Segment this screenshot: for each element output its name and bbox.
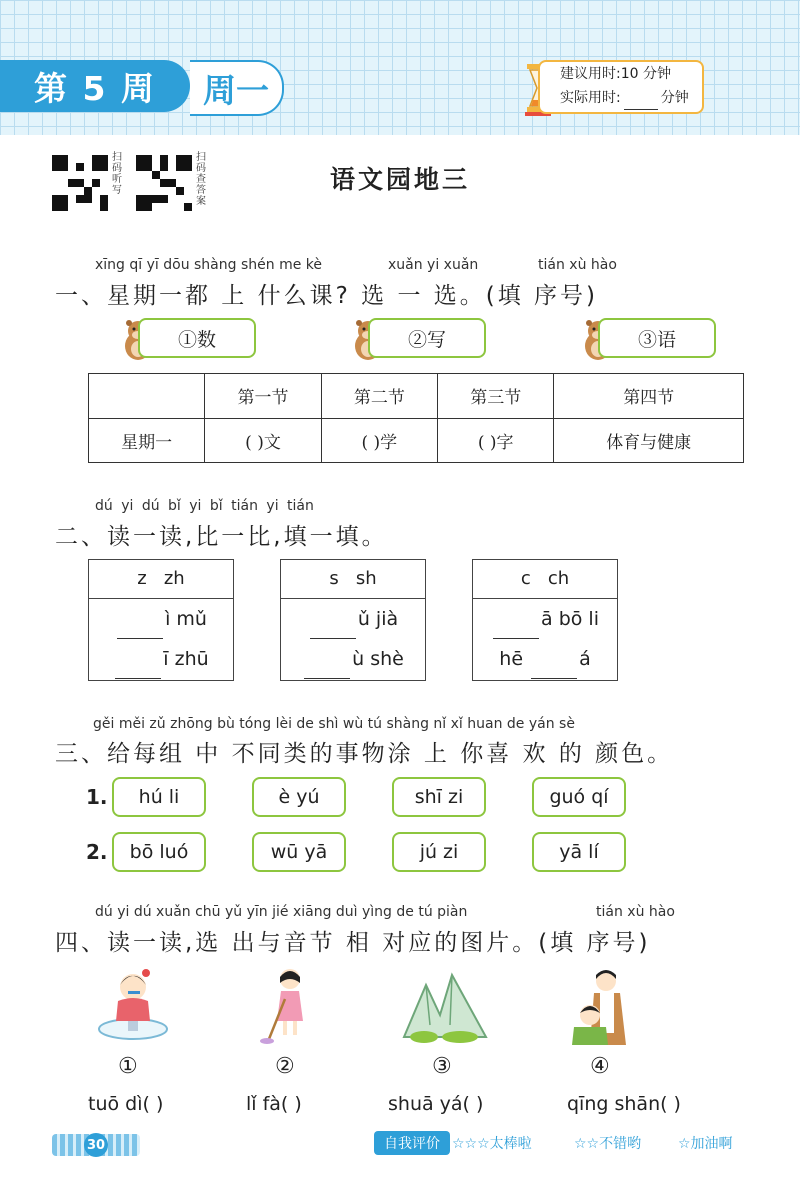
syllable-text: ī zhū (163, 648, 209, 670)
table-cell: 第四节 (554, 374, 744, 419)
answer-syllable[interactable]: shuā yá( ) (388, 1093, 484, 1115)
word-box[interactable]: guó qí (532, 777, 626, 817)
fill-line (281, 599, 425, 639)
day-tag: 周一 (190, 60, 284, 116)
section2-heading: 二、读一读,比一比,填一填。 (55, 524, 388, 550)
rating-option[interactable]: ☆加油啊 (678, 1136, 733, 1152)
table-cell: 第三节 (438, 374, 554, 419)
fill-blank[interactable] (531, 654, 577, 679)
green-mountains-picture (400, 965, 490, 1045)
actual-time-unit: 分钟 (660, 90, 689, 106)
pinyin-line: tián xù hào (538, 257, 617, 273)
fill-blank[interactable] (115, 654, 161, 679)
section4-heading: 四、读一读,选 出与音节 相 对应的图片。(填 序号) (55, 930, 651, 956)
word-box[interactable]: jú zi (392, 832, 486, 872)
rating-option[interactable]: ☆☆不错哟 (574, 1136, 642, 1152)
fill-blank[interactable] (117, 614, 163, 639)
fill-blank[interactable] (493, 614, 539, 639)
actual-time-row (560, 86, 702, 110)
fill-line (281, 639, 425, 679)
syllable-text: ù shè (352, 648, 404, 670)
pinyin-line: dú yi dú xuǎn chū yǔ yīn jié xiāng duì yìng de tú piàn (95, 904, 468, 920)
brushing-teeth-picture (88, 965, 178, 1045)
row-number: 1. (86, 785, 108, 809)
schedule-table (88, 373, 744, 463)
table-header-row (89, 374, 744, 419)
syllable-text: ā bō li (541, 608, 599, 630)
answer-syllable[interactable]: qīng shān( ) (567, 1093, 681, 1115)
word-box[interactable]: è yú (252, 777, 346, 817)
word-box[interactable]: shī zi (392, 777, 486, 817)
fill-line (89, 599, 233, 639)
week-banner: 第 5 周 (0, 60, 190, 112)
self-eval-label: 自我评价 (374, 1131, 450, 1155)
answer-cell[interactable]: ( )学 (321, 418, 437, 463)
answer-syllable[interactable]: lǐ fà( ) (246, 1093, 302, 1115)
table-cell: 第二节 (321, 374, 437, 419)
page-number: 30 (84, 1133, 108, 1157)
pinyin-line: tián xù hào (596, 904, 675, 920)
haircut-picture (560, 965, 650, 1045)
fill-blank[interactable] (310, 614, 356, 639)
fill-line (473, 639, 617, 679)
fill-blank[interactable] (304, 654, 350, 679)
pinyin-compare-box (280, 559, 426, 681)
syllable-text: hē (499, 648, 524, 670)
actual-time-label: 实际用时: (560, 90, 621, 106)
answer-syllable[interactable]: tuō dì( ) (88, 1093, 164, 1115)
table-cell: 第一节 (205, 374, 321, 419)
syllable-text: ì mǔ (165, 608, 207, 630)
table-row (89, 418, 744, 463)
fill-line (89, 639, 233, 679)
row-number: 2. (86, 840, 108, 864)
picture-number: ③ (432, 1054, 452, 1079)
fill-line (473, 599, 617, 639)
qr-listen-label: 扫码听写 (112, 152, 122, 196)
page-number-bar (52, 1134, 140, 1156)
picture-number: ④ (590, 1054, 610, 1079)
box-header: z zh (89, 560, 233, 599)
answer-cell[interactable]: ( )文 (205, 418, 321, 463)
pinyin-line: gěi měi zǔ zhōng bù tóng lèi de shì wù tú shàng nǐ xǐ huan de yán sè (93, 716, 575, 732)
qr-answer-label: 扫码查答案 (196, 152, 206, 207)
time-record-box (538, 60, 704, 114)
table-cell: 体育与健康 (554, 418, 744, 463)
pinyin-line: xīng qī yī dōu shàng shén me kè (95, 257, 322, 273)
option-box: ①数 (138, 318, 256, 358)
picture-number: ② (275, 1054, 295, 1079)
answer-cell[interactable]: ( )字 (438, 418, 554, 463)
box-header: s sh (281, 560, 425, 599)
rating-option[interactable]: ☆☆☆太棒啦 (452, 1136, 532, 1152)
pinyin-line: dú yi dú bǐ yi bǐ tián yi tián (95, 498, 314, 514)
syllable-text: á (579, 648, 591, 670)
box-header: c ch (473, 560, 617, 599)
pinyin-compare-box (88, 559, 234, 681)
suggested-time: 建议用时:10 分钟 (560, 66, 671, 82)
word-box[interactable]: wū yā (252, 832, 346, 872)
table-cell: 星期一 (89, 418, 205, 463)
pinyin-line: xuǎn yi xuǎn (388, 257, 479, 273)
page-title: 语文园地三 (329, 165, 470, 194)
word-box[interactable]: hú li (112, 777, 206, 817)
option-box: ③语 (598, 318, 716, 358)
word-box[interactable]: yā lí (532, 832, 626, 872)
mopping-floor-picture (245, 965, 335, 1045)
table-cell (89, 374, 205, 419)
syllable-text: ǔ jià (357, 608, 399, 630)
section1-heading: 一、星期一都 上 什么课? 选 一 选。(填 序号) (55, 283, 599, 309)
picture-number: ① (118, 1054, 138, 1079)
option-box: ②写 (368, 318, 486, 358)
word-box[interactable]: bō luó (112, 832, 206, 872)
pinyin-compare-box (472, 559, 618, 681)
section3-heading: 三、给每组 中 不同类的事物涂 上 你喜 欢 的 颜色。 (55, 741, 674, 767)
actual-time-blank[interactable] (624, 95, 658, 110)
